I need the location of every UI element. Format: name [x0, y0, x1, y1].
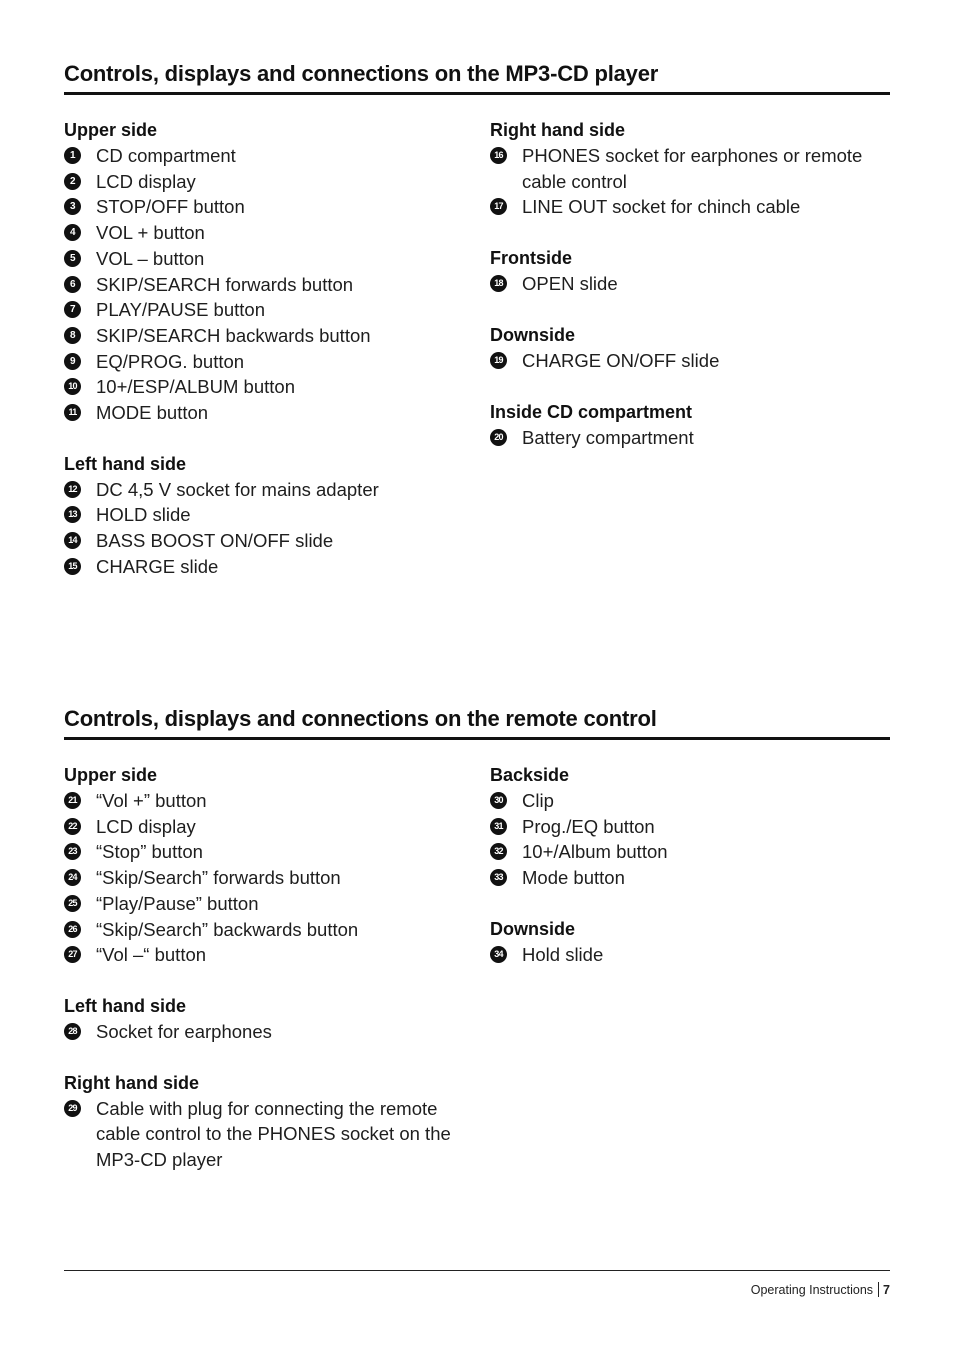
item-number-badge: 32 — [490, 843, 507, 860]
item-label: “Skip/Search” forwards button — [96, 867, 341, 889]
item-group — [490, 762, 890, 891]
item-number-badge: 25 — [64, 895, 81, 912]
list-item — [64, 1019, 464, 1045]
list-item — [64, 220, 464, 246]
item-number-badge: 27 — [64, 946, 81, 963]
column-right — [490, 117, 890, 475]
list-item — [490, 425, 890, 451]
item-group — [490, 117, 890, 220]
item-number-badge: 34 — [490, 946, 507, 963]
item-number-badge: 8 — [64, 327, 81, 344]
item-number-badge: 33 — [490, 869, 507, 886]
item-number-badge: 4 — [64, 224, 81, 241]
section-title: Controls, displays and connections on the MP3-CD player — [64, 60, 890, 95]
item-group — [64, 762, 464, 968]
section-remote-control — [64, 705, 890, 1171]
item-number-badge: 30 — [490, 792, 507, 809]
list-item — [490, 788, 890, 814]
item-number-badge: 22 — [64, 818, 81, 835]
item-label: Battery compartment — [522, 426, 694, 448]
list-item — [64, 297, 464, 323]
item-label: Hold slide — [522, 943, 604, 965]
group-title: Left hand side — [64, 995, 187, 1016]
item-group — [64, 117, 464, 426]
item-label: Clip — [522, 790, 554, 811]
item-label: “Vol –“ button — [96, 944, 207, 966]
item-number-badge: 6 — [64, 276, 81, 293]
list-item — [490, 942, 890, 968]
item-label: “Vol +” button — [96, 790, 207, 811]
item-label: “Stop” button — [96, 841, 203, 863]
item-label: CD compartment — [96, 145, 236, 166]
list-item — [64, 839, 464, 865]
item-label: HOLD slide — [96, 504, 191, 526]
list-item — [64, 942, 464, 968]
list-item — [490, 194, 890, 220]
item-label: SKIP/SEARCH forwards button — [96, 273, 354, 295]
item-label: PHONES socket for earphones or remote cable control — [522, 145, 863, 192]
list-item — [64, 477, 464, 503]
list-item — [490, 271, 890, 297]
item-number-badge: 14 — [64, 532, 81, 549]
item-label: “Skip/Search” backwards button — [96, 918, 359, 940]
item-number-badge: 9 — [64, 353, 81, 370]
page-footer — [751, 1282, 890, 1297]
footer-divider — [64, 1270, 890, 1271]
item-number-badge: 20 — [490, 429, 507, 446]
document-page — [64, 0, 890, 1354]
group-title: Frontside — [490, 248, 573, 269]
group-title: Right hand side — [490, 120, 625, 140]
item-group — [490, 322, 890, 374]
group-title: Backside — [490, 765, 570, 785]
footer-separator — [878, 1282, 879, 1297]
item-label: 10+/Album button — [522, 841, 668, 863]
item-label: Prog./EQ button — [522, 815, 655, 837]
list-item — [64, 374, 464, 400]
group-title: Upper side — [64, 765, 158, 785]
item-number-badge: 3 — [64, 198, 81, 215]
item-label: SKIP/SEARCH backwards button — [96, 324, 371, 346]
item-number-badge: 31 — [490, 818, 507, 835]
group-title: Inside CD compartment — [490, 401, 693, 422]
list-item — [490, 839, 890, 865]
item-number-badge: 12 — [64, 481, 81, 498]
list-item — [490, 143, 890, 194]
item-label: CHARGE slide — [96, 555, 219, 577]
section-mp3-cd-player — [64, 60, 890, 577]
item-number-badge: 17 — [490, 198, 507, 215]
item-number-badge: 7 — [64, 301, 81, 318]
list-item — [64, 349, 464, 375]
item-label: CHARGE ON/OFF slide — [522, 349, 720, 371]
item-number-badge: 29 — [64, 1100, 81, 1117]
list-item — [64, 1096, 464, 1173]
list-item — [64, 528, 464, 554]
item-label: 10+/ESP/ALBUM button — [96, 376, 295, 398]
page-number: 7 — [883, 1282, 890, 1297]
item-label: VOL – button — [96, 247, 205, 269]
item-number-badge: 24 — [64, 869, 81, 886]
list-item — [490, 814, 890, 840]
item-group — [490, 916, 890, 968]
item-label: MODE button — [96, 402, 209, 424]
list-item — [64, 788, 464, 814]
item-number-badge: 23 — [64, 843, 81, 860]
section-title: Controls, displays and connections on the remote control — [64, 705, 890, 740]
item-label: Cable with plug for connecting the remote cable control to the PHONES socket on the MP3-CD player — [96, 1097, 451, 1171]
group-title: Downside — [490, 918, 576, 939]
list-item — [64, 917, 464, 943]
item-label: PLAY/PAUSE button — [96, 299, 265, 321]
list-item — [64, 891, 464, 917]
item-label: OPEN slide — [522, 273, 618, 295]
item-number-badge: 19 — [490, 352, 507, 369]
item-number-badge: 21 — [64, 792, 81, 809]
list-item — [64, 814, 464, 840]
item-number-badge: 11 — [64, 404, 81, 421]
item-number-badge: 16 — [490, 147, 507, 164]
column-left — [64, 117, 464, 605]
list-item — [490, 348, 890, 374]
item-label: Mode button — [522, 867, 625, 889]
item-group — [490, 399, 890, 451]
column-left — [64, 762, 464, 1198]
list-item — [64, 323, 464, 349]
list-item — [64, 194, 464, 220]
list-item — [64, 246, 464, 272]
item-number-badge: 13 — [64, 506, 81, 523]
item-label: DC 4,5 V socket for mains adapter — [96, 478, 379, 500]
group-title: Left hand side — [64, 453, 187, 474]
item-label: LCD display — [96, 170, 196, 192]
item-number-badge: 15 — [64, 558, 81, 575]
item-label: VOL + button — [96, 222, 205, 244]
list-item — [64, 502, 464, 528]
column-right — [490, 762, 890, 993]
list-item — [64, 554, 464, 580]
group-title: Downside — [490, 324, 576, 345]
item-label: “Play/Pause” button — [96, 892, 259, 914]
list-item — [64, 143, 464, 169]
footer-label: Operating Instructions — [750, 1282, 874, 1297]
item-number-badge: 28 — [64, 1023, 81, 1040]
item-number-badge: 2 — [64, 173, 81, 190]
list-item — [64, 169, 464, 195]
list-item — [490, 865, 890, 891]
item-number-badge: 18 — [490, 275, 507, 292]
group-title: Right hand side — [64, 1072, 199, 1093]
item-group — [64, 993, 464, 1045]
item-label: Socket for earphones — [96, 1020, 272, 1042]
item-label: LINE OUT socket for chinch cable — [522, 196, 801, 218]
item-number-badge: 5 — [64, 250, 81, 267]
item-group — [64, 451, 464, 580]
list-item — [64, 400, 464, 426]
item-label: EQ/PROG. button — [96, 350, 245, 372]
item-number-badge: 10 — [64, 378, 81, 395]
item-label: LCD display — [96, 815, 196, 837]
item-label: BASS BOOST ON/OFF slide — [96, 530, 334, 552]
item-group — [490, 245, 890, 297]
item-group — [64, 1070, 464, 1173]
list-item — [64, 272, 464, 298]
item-label: STOP/OFF button — [96, 196, 245, 218]
item-number-badge: 1 — [64, 147, 81, 164]
list-item — [64, 865, 464, 891]
group-title: Upper side — [64, 120, 158, 140]
item-number-badge: 26 — [64, 921, 81, 938]
